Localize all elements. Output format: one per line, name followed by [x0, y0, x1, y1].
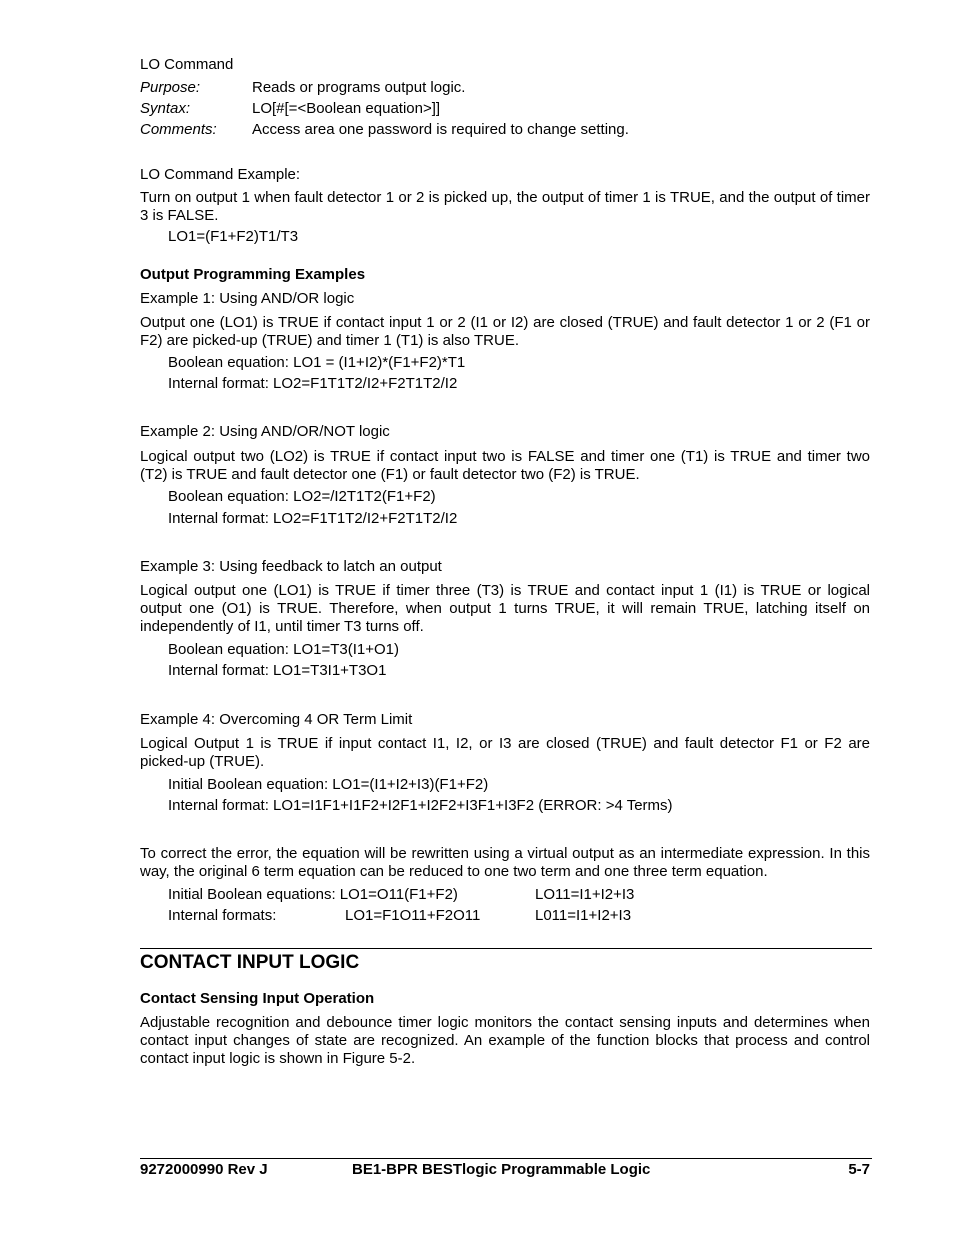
lo-example-text: Turn on output 1 when fault detector 1 or 2 is picked up, the output of timer 1 is TRUE, and the output of timer 3 is FALSE. — [140, 189, 870, 224]
footer-page-number: 5-7 — [848, 1161, 870, 1178]
definition-row — [140, 79, 870, 97]
lo-command-title: LO Command — [140, 56, 234, 73]
definition-text: LO[#[=<Boolean equation>]] — [252, 100, 441, 117]
example-3-internal: Internal format: LO1=T3I1+T3O1 — [168, 662, 387, 679]
equation-right: LO11=I1+I2+I3 — [535, 886, 635, 903]
output-examples-heading: Output Programming Examples — [140, 266, 366, 283]
definition-term: Syntax: — [140, 100, 191, 117]
definition-row — [140, 121, 870, 139]
definition-text: Reads or programs output logic. — [252, 79, 466, 96]
contact-input-text: Adjustable recognition and debounce timer logic monitors the contact sensing inputs and determines when contact input changes of state are recognized. An example of the function blocks that process and control contact input logic is shown in Figure 5-2. — [140, 1014, 870, 1067]
contact-input-subheading: Contact Sensing Input Operation — [140, 990, 375, 1007]
example-2-title: Example 2: Using AND/OR/NOT logic — [140, 423, 390, 440]
example-2-internal: Internal format: LO2=F1T1T2/I2+F2T1T2/I2 — [168, 510, 458, 527]
equation-left: LO1=F1O11+F2O11 — [345, 907, 481, 924]
example-3-text: Logical output one (LO1) is TRUE if timer three (T3) is TRUE and contact input 1 (I1) is TRUE or logical output one (O1) is TRUE. Therefore, when output 1 turns TRUE, it will remain TRUE, latching itself on independently of I1, until timer T3 turns off. — [140, 582, 870, 635]
example-4-boolean: Initial Boolean equation: LO1=(I1+I2+I3)(F1+F2) — [168, 776, 489, 793]
example-2-text: Logical output two (LO2) is TRUE if contact input two is FALSE and timer one (T1) is TRUE and timer two (T2) is TRUE and fault detector one (F1) or fault detector two (F2) is TRUE. — [140, 448, 870, 483]
lo-example-code: LO1=(F1+F2)T1/T3 — [168, 228, 299, 245]
page-content — [140, 56, 870, 928]
contact-input-section — [140, 952, 870, 1068]
definition-text: Access area one password is required to change setting. — [252, 121, 629, 138]
footer-document-number: 9272000990 Rev J — [140, 1161, 268, 1178]
example-3-title: Example 3: Using feedback to latch an output — [140, 558, 442, 575]
equation-row — [140, 886, 870, 904]
example-4-title: Example 4: Overcoming 4 OR Term Limit — [140, 711, 413, 728]
section-divider — [140, 948, 872, 949]
example-1-boolean: Boolean equation: LO1 = (I1+I2)*(F1+F2)*T1 — [168, 354, 466, 371]
footer-title: BE1-BPR BESTlogic Programmable Logic — [352, 1161, 651, 1178]
example-1-text: Output one (LO1) is TRUE if contact input 1 or 2 (I1 or I2) are closed (TRUE) and fault detector 1 or 2 (F1 or F2) are picked-up (TRUE) and timer 1 (T1) is also TRUE. — [140, 314, 870, 349]
example-4-text: Logical Output 1 is TRUE if input contact I1, I2, or I3 are closed (TRUE) and fault detector F1 or F2 are picked-up (TRUE). — [140, 735, 870, 770]
example-4-internal: Internal format: LO1=I1F1+I1F2+I2F1+I2F2+I3F1+I3F2 (ERROR: >4 Terms) — [168, 797, 673, 814]
equation-label: Internal formats: — [168, 907, 277, 924]
equation-right: L011=I1+I2+I3 — [535, 907, 632, 924]
definition-term: Purpose: — [140, 79, 201, 96]
example-1-internal: Internal format: LO2=F1T1T2/I2+F2T1T2/I2 — [168, 375, 458, 392]
example-3-boolean: Boolean equation: LO1=T3(I1+O1) — [168, 641, 399, 658]
contact-input-heading: CONTACT INPUT LOGIC — [140, 952, 360, 973]
correction-text: To correct the error, the equation will be rewritten using a virtual output as an intermediate expression. In this way, the original 6 term equation can be reduced to one two term and one three term equation. — [140, 845, 870, 880]
equation-row — [140, 907, 870, 925]
equation-left: Initial Boolean equations: LO1=O11(F1+F2) — [168, 886, 458, 903]
definition-row — [140, 100, 870, 118]
example-2-boolean: Boolean equation: LO2=/I2T1T2(F1+F2) — [168, 488, 436, 505]
lo-example-title: LO Command Example: — [140, 166, 301, 183]
definition-term: Comments: — [140, 121, 217, 138]
example-1-title: Example 1: Using AND/OR logic — [140, 290, 355, 307]
footer-divider — [140, 1158, 872, 1159]
